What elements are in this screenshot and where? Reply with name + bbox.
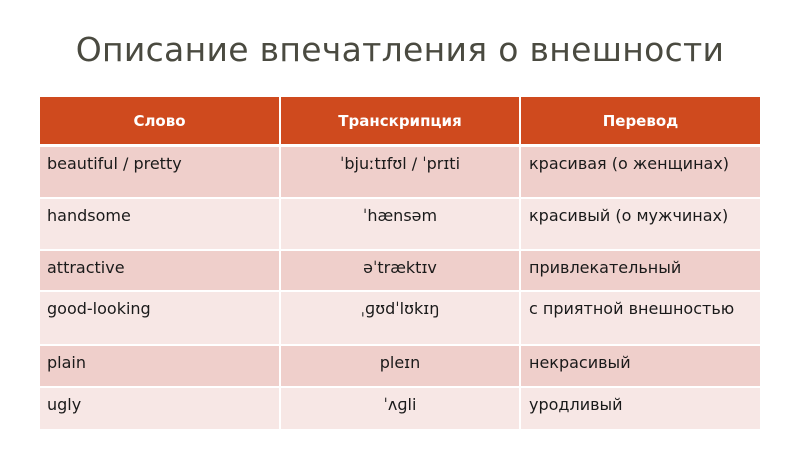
header-word: Слово — [40, 97, 280, 146]
transcription-cell: ˈbjuːtɪfʊl / ˈprɪti — [280, 146, 520, 199]
header-transcription: Транскрипция — [280, 97, 520, 146]
translation-cell: привлекательный — [520, 250, 760, 291]
table-row — [40, 387, 760, 430]
word-cell: good-looking — [40, 291, 280, 345]
header-translation: Перевод — [520, 97, 760, 146]
transcription-cell: əˈtræktɪv — [280, 250, 520, 291]
transcription-cell: ˌɡʊdˈlʊkɪŋ — [280, 291, 520, 345]
table-row — [40, 250, 760, 291]
translation-cell: уродливый — [520, 387, 760, 430]
table-row — [40, 146, 760, 199]
translation-cell: с приятной внешностью — [520, 291, 760, 345]
slide-title: Описание впечатления о внешности — [75, 30, 725, 69]
transcription-cell: ˈhænsəm — [280, 198, 520, 250]
table-row — [40, 345, 760, 387]
translation-cell: красивая (о женщинах) — [520, 146, 760, 199]
translation-cell: красивый (о мужчинах) — [520, 198, 760, 250]
transcription-cell: ˈʌɡli — [280, 387, 520, 430]
vocabulary-table — [40, 97, 760, 431]
word-cell: ugly — [40, 387, 280, 430]
transcription-cell: pleɪn — [280, 345, 520, 387]
word-cell: handsome — [40, 198, 280, 250]
word-cell: attractive — [40, 250, 280, 291]
word-cell: beautiful / pretty — [40, 146, 280, 199]
table-header-row — [40, 97, 760, 146]
translation-cell: некрасивый — [520, 345, 760, 387]
table-row — [40, 291, 760, 345]
table-row — [40, 198, 760, 250]
word-cell: plain — [40, 345, 280, 387]
